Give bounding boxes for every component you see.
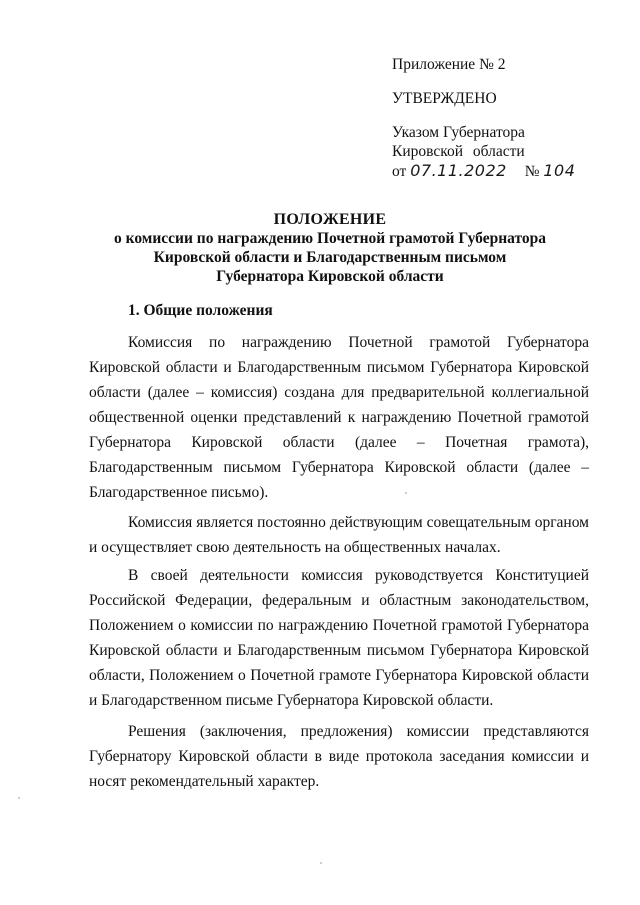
- date-number-line: [392, 161, 575, 181]
- document-title: [60, 210, 600, 286]
- paragraph-1: [89, 330, 589, 505]
- handwritten-number: 104: [543, 161, 576, 180]
- title-line-2: Кировской области и Благодарственным письмом: [153, 249, 507, 266]
- paragraph-text: В своей деятельности комиссия руководствуется Конституцией Российской Федерации, федеральным и областным законодательством, Положением о комиссии по награждению Почетной грамотой Губернатора Кировской области и Благодарственным письмом Губернатора Кировской области, Положением о Почетной грамоте Губернатора Кировской области и Благодарственном письме Губернатора Кировской области.: [89, 567, 589, 709]
- number-label: №: [524, 163, 540, 180]
- paragraph-4: [89, 719, 589, 794]
- section-heading: 1. Общие положения: [128, 302, 273, 319]
- approved-stamp-text: УТВЕРЖДЕНО: [392, 90, 497, 107]
- paragraph-2: [89, 510, 589, 560]
- handwritten-date: 07.11.2022: [410, 161, 507, 180]
- title-line-3: Губернатора Кировской области: [216, 268, 444, 285]
- title-main: ПОЛОЖЕНИЕ: [273, 211, 387, 228]
- decree-line: Указом Губернатора: [392, 124, 525, 141]
- paragraph-text: Комиссия по награждению Почетной грамотой Губернатора Кировской области и Благодарственным письмом Губернатора Кировской области (далее – комиссия) создана для предварительной коллегиальной общественной оценки представлений к награждению Почетной грамотой Губернатора Кировской области (далее – Почетная грамота), Благодарственным письмом Губернатора Кировской области (далее – Благодарственное письмо).: [89, 334, 589, 501]
- paragraph-text: Решения (заключения, предложения) комиссии представляются Губернатору Кировской области в виде протокола заседания комиссии и носят рекомендательный характер.: [89, 723, 589, 790]
- scan-speck: [405, 492, 407, 494]
- paragraph-3: [89, 563, 589, 713]
- paragraph-text: Комиссия является постоянно действующим совещательным органом и осуществляет свою деятельность на общественных началах.: [89, 514, 589, 556]
- scan-speck: [18, 797, 20, 799]
- title-line-1: о комиссии по награждению Почетной грамотой Губернатора: [113, 230, 547, 247]
- appendix-label: Приложение № 2: [392, 56, 506, 73]
- scan-speck: [320, 862, 322, 864]
- region-line: Кировской области: [392, 143, 525, 160]
- date-prefix: от: [392, 163, 407, 180]
